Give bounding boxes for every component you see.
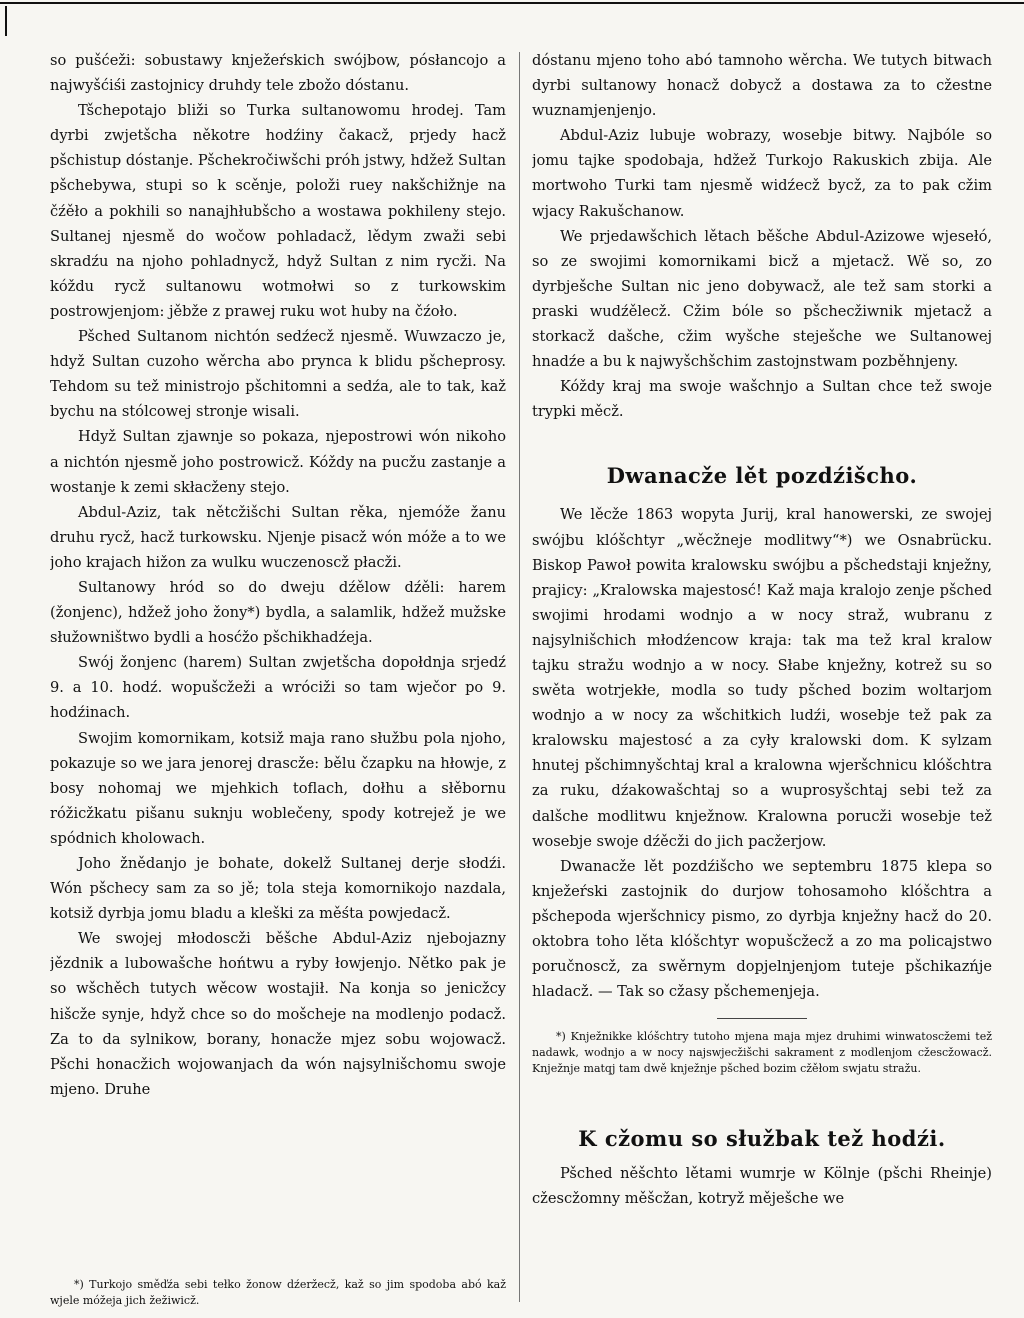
paragraph: Swojim komornikam, kotsiž maja rano słužbu pola njoho, pokazuje so we jara jenorej drascže: bělu čzapku na hłowje, z bosy nohomaj we mjehkich toflach, dołhu a słěbornu róžicžkatu pišanu suknju woblečeny, spody kotrejež je we spódnich kholowach. xyxy=(50,729,506,847)
footnote-right: *) Knježnikke klóšchtry tutoho mjena maja mjez druhimi winwatoscžemi tež nadawk, wodnjo a w nocy najswjecžišchi sakrament z modlenjom cžescžowacž. Knježnje matqj tam dwě knježnje pšched bozim cžěłom swjatu stražu. xyxy=(532,1030,992,1076)
paragraph: Joho žnědanjo je bohate, dokelž Sultanej derje słodźi. Wón pšchecy sam za so jě; tola steja komornikojo nazdala, kotsiž dyrbja jomu bladu a kleški za měśta powjedacž. xyxy=(50,855,506,923)
paragraph: Pšched Sultanom nichtón sedźecž njesmě. Wuwzaczo je, hdyž Sultan cuzoho wěrcha abo prynca k blidu pšcheprosy. Tehdom su tež ministrojo pšchitomni a sedźa, ale to tak, kaž bychu na stólcowej stronje wisali. xyxy=(50,328,506,421)
paragraph: Kóždy kraj ma swoje wašchnjo a Sultan chce tež swoje trypki měcž. xyxy=(532,378,992,421)
left-column xyxy=(50,48,506,1308)
paragraph: We prjedawšchich lětach běšche Abdul-Azizowe wjesełó, so ze swojimi komornikami bicž a mjetacž. Wě so, zo dyrbješche Sultan nic jeno dobywacž, ale tež sam storki a praski wudźělecž. Cžim bóle so pšchecžiwnik mjetacž a storkacž dašche, cžim wyšche steješche we Sultanowej hnadźe a bu k najwyšchšchim zastojnstwam pozběhnjeny. xyxy=(532,227,992,371)
paragraph: Abdul-Aziz lubuje wobrazy, wosebje bitwy. Najbóle so jomu tajke spodobaja, hdžež Turkojo Rakuskich zbija. Ale mortwoho Turki tam njesmě widźecž bycž, za to pak cžim wjacy Rakušchanow. xyxy=(532,127,992,220)
footnote-separator xyxy=(717,1018,807,1019)
paragraph: Tšchepotajo bliži so Turka sultanowomu hrodej. Tam dyrbi zwjetšcha někotre hodźiny čakacž, prjedy hacž pšchistup dóstanje. Pšchekročiwšchi próh jstwy, hdžež Sultan pšchebywa, stupi so k scěnje, položi ruey nakšchižnje na čźěło a pokhili so nanajhłubšcho a wostawa pokhileny stejo. Sultanej njesmě do wočow pohladacž, lědym zwaži sebi skradźu na njoho pohladnycž, hdyž Sultan z nim rycži. Na kóždu rycž sultanowu wotmołwi so z turkowskim postrowjenjom: jěbže z prawej ruku wot huby na čźoło. xyxy=(50,102,506,320)
paragraph: We swojej młodoscži běšche Abdul-Aziz njebojazny jězdnik a lubowašche hońtwu a ryby łowjenjo. Nětko pak je so wšchěch tutych wěcow wostajił. Na konja so jenicžcy hišcže synje, hdyž chce so do mošcheje na modlenjo podacž. Za to da sylnikow, borany, honacže mjez sobu wojowacž. Pšchi honacžich wojowanjach da wón najsylnišchomu swoje mjeno. Druhe xyxy=(50,930,506,1098)
paragraph: Dwanacže lět pozdźišcho we septembru 1875 klepa so knježeŕski zastojnik do durjow tohosamoho klóšchtra a pšchepoda wjeršchnicy pismo, zo dyrbja knježny hacž do 20. oktobra toho lěta klóšchtyr wopušcžecž a zo ma policajstwo poručnoscž, za swěrnym dopjelnjenjom tuteje pšchikazńje hladacž. — Tak so cžasy pšchemenjeja. xyxy=(532,857,992,1001)
paragraph: Pšched něšchto lětami wumrje w Kölnje (pšchi Rheinje) cžescžomny měšcžan, kotryž měješche we xyxy=(532,1165,992,1208)
paragraph: Sultanowy hród so do dweju dźělow dźěli: harem (žonjenc), hdžež joho žony*) bydla, a salamlik, hdžež mužske słužowništwo bydli a hosćžo pšchikhadźeja. xyxy=(50,578,506,647)
article-heading: Dwanacže lět pozdźišcho. xyxy=(606,463,918,489)
column-divider xyxy=(519,52,520,1302)
paragraph: Abdul-Aziz, tak nětcžišchi Sultan rěka, njemóže žanu druhu rycž, hacž turkowsku. Njenje pisacž wón móže a to we joho krajach hižon za wulku wuczenoscž płacži. xyxy=(50,503,506,571)
paragraph: dóstanu mjeno toho abó tamnoho wěrcha. We tutych bitwach dyrbi sultanowy honacž dobycž a dostawa za to cžestne wuznamjenjenjo. xyxy=(532,52,992,120)
article-heading: K cžomu so słužbak tež hodźi. xyxy=(578,1126,946,1152)
paragraph: Hdyž Sultan zjawnje so pokaza, njepostrowi wón nikoho a nichtón njesmě joho postrowicž. Kóždy na pucžu zastanje a wostanje k zemi skłacženy stejo. xyxy=(50,428,506,496)
top-rule xyxy=(0,2,1024,4)
paragraph: Swój žonjenc (harem) Sultan zwjetšcha dopołdnja srjedź 9. a 10. hodź. wopušcžeži a wróciži so tam wječor po 9. hodźinach. xyxy=(50,654,506,722)
right-column xyxy=(532,48,992,1308)
edge-mark xyxy=(5,6,7,36)
footnote-left: *) Turkojo směďźa sebi tełko žonow dźeržecž, kaž so jim spodoba abó kaž wjele móžeja jich žežiwicž. xyxy=(50,1278,506,1307)
paragraph: so pušćeži: sobustawy knježeŕskich swójbow, pósłancojo a najwyšćiśi zastojnicy druhdy tele zbožo dóstanu. xyxy=(50,52,506,95)
paragraph: We lěcže 1863 wopyta Jurij, kral hanowerski, ze swojej swójbu klóšchtyr „wěcžneje modlitwy“*) we Osnabrücku. Biskop Pawoł powita kralowsku swójbu a pšchedstaji knježny, prajicy: „Kralowska majestosć! Kaž maja kralojo zenje pšched swojimi hrodami wodnjo a w nocy straž, wubranu z najsylnišchich młodźencow kraja: tak ma tež kral kralow tajku stražu wodnjo a w nocy. Słabe knježny, kotrež su so swěta wotrjekłe, modla so tudy pšched bozim woltarjom wodnjo a w nocy za wšchitkich ludźi, wosebje tež pak za kralowsku majestosć a za cyły kralowski dom. K sylzam hnutej pšchimnyšchtaj kral a kralowna wjeršchnicu klóšchtra za ruku, dźakowašchtaj so a wuprosyšchtaj sebi tež za dalšche modlitwu knježnow. Kralowna porucži wosebje tež wosebje swoje dźěcži do jich pacžerjow. xyxy=(532,506,992,850)
